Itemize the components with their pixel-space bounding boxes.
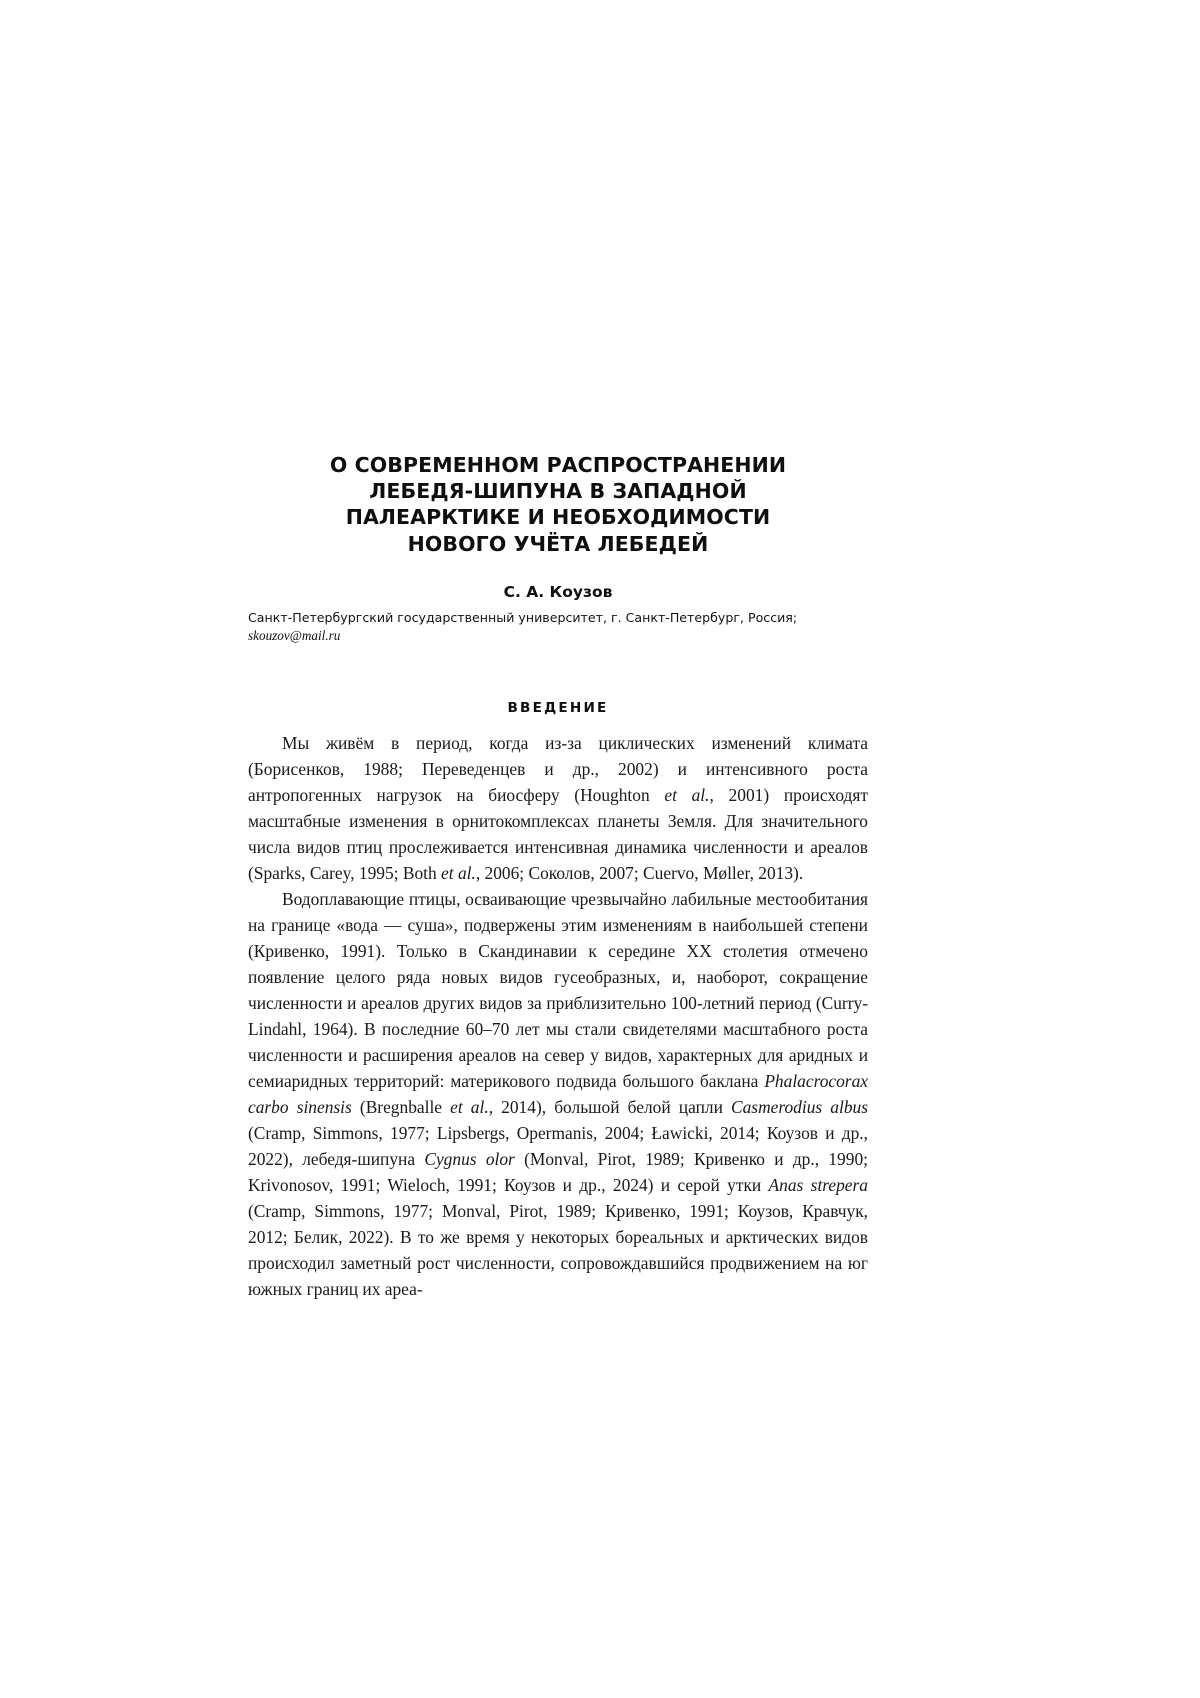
page-content	[248, 452, 868, 1302]
author-name: С. А. Коузов	[503, 582, 613, 601]
paragraph-2: Водоплавающие птицы, осваивающие чрезвычайно лабильные местообитания на границе «вода — суша», подвержены этим изменениям в наибольшей степени (Кривенко, 1991). Только в Скандинавии к середине XX столетия отмечено появление целого ряда новых видов гусеобразных, и, наоборот, сокращение численности и ареалов других видов за приблизительно 100-летний период (Curry-Lindahl, 1964). В последние 60–70 лет мы стали свидетелями масштабного роста численности и расширения ареалов на север у видов, характерных для аридных и семиаридных территорий: материкового подвида большого баклана Phalacrocorax carbo sinensis (Bregnballe et al., 2014), большой белой цапли Casmerodius albus (Cramp, Simmons, 1977; Lipsbergs, Opermanis, 2004; Ławicki, 2014; Коузов и др., 2022), лебедя-шипуна Cygnus olor (Monval, Pirot, 1989; Кривенко и др., 1990; Krivonosov, 1991; Wieloch, 1991; Коузов и др., 2024) и серой утки Anas strepera (Cramp, Simmons, 1977; Monval, Pirot, 1989; Кривенко, 1991; Коузов, Кравчук, 2012; Белик, 2022). В то же время у некоторых бореальных и арктических видов происходил заметный рост численности, сопровождавшийся продвижением на юг южных границ их ареа-	[248, 888, 868, 1299]
title-line-2: ЛЕБЕДЯ-ШИПУНА В ЗАПАДНОЙ	[369, 479, 747, 504]
author-affiliation	[248, 609, 868, 646]
paragraph-1: Мы живём в период, когда из-за циклических изменений климата (Борисенков, 1988; Переведенцев и др., 2002) и интенсивного роста антропогенных нагрузок на биосферу (Houghton et al., 2001) происходят масштабные изменения в орнитокомплексах планеты Земля. Для значительного числа видов птиц прослеживается интенсивная динамика численности и ареалов (Sparks, Carey, 1995; Both et al., 2006; Соколов, 2007; Cuervo, Møller, 2013).	[248, 732, 868, 883]
section-heading-introduction: ВВЕДЕНИЕ	[507, 699, 609, 716]
title-line-3: ПАЛЕАРКТИКЕ И НЕОБХОДИМОСТИ	[345, 505, 771, 530]
page-title	[248, 452, 868, 557]
title-line-1: О СОВРЕМЕННОМ РАСПРОСТРАНЕНИИ	[329, 453, 787, 477]
affiliation-text: Санкт-Петербургский государственный университет, г. Санкт-Петербург, Россия;	[248, 609, 798, 625]
author-email: skouzov@mail.ru	[248, 627, 341, 643]
title-line-4: НОВОГО УЧЁТА ЛЕБЕДЕЙ	[407, 531, 709, 556]
